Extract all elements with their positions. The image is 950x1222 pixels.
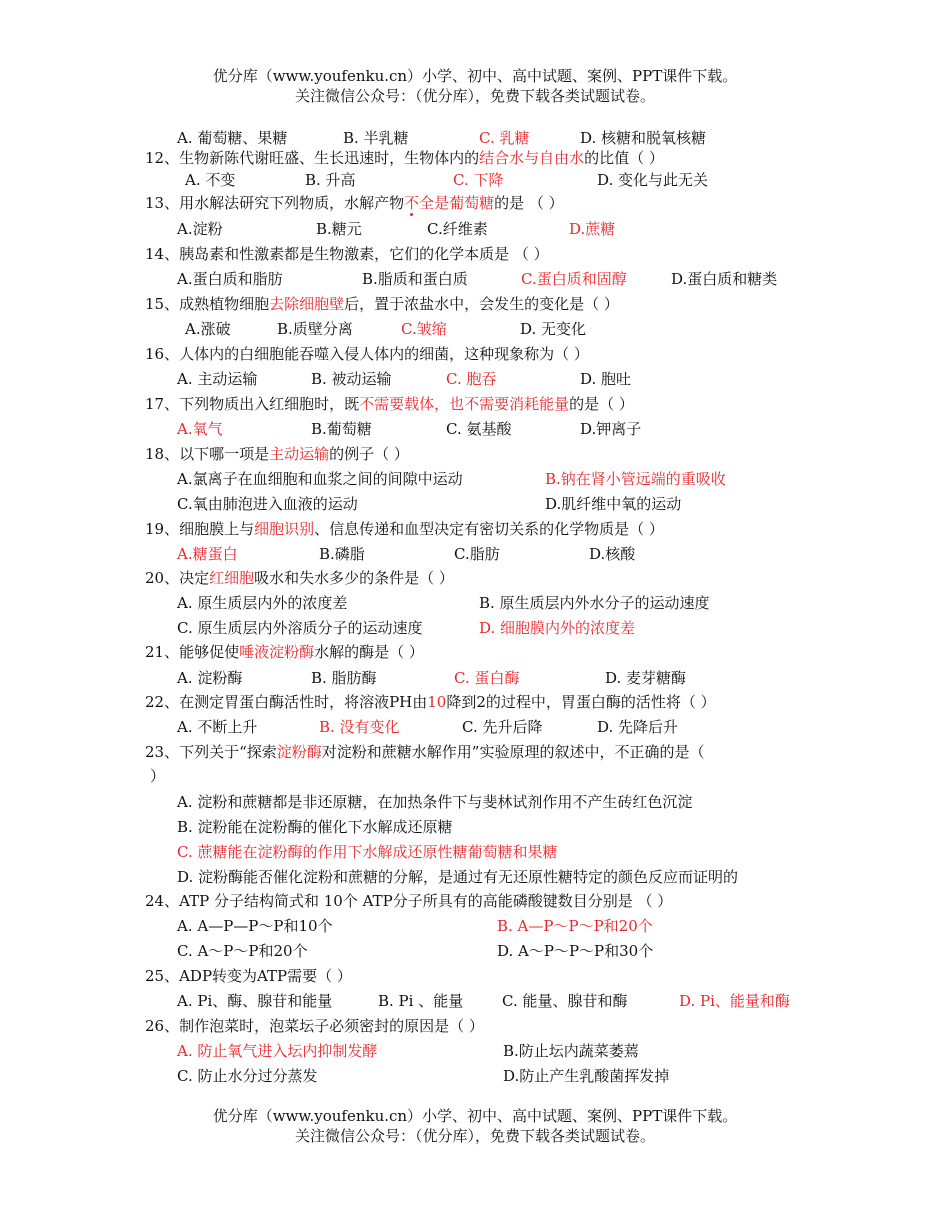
footer-line-2: 关注微信公众号：（优分库），免费下载各类试题试卷。: [294, 1127, 655, 1145]
q12-stem-post: 的比值（ ）: [584, 149, 664, 167]
q12-option-c: C. 下降: [453, 171, 504, 189]
q13-option-c: C.纤维素: [427, 220, 488, 238]
q16-option-c: C. 胞吞: [446, 370, 497, 388]
q22-option-d: D. 先降后升: [597, 718, 679, 736]
q15-option-d: D. 无变化: [520, 320, 587, 338]
q20-stem-pre: 20、决定: [145, 569, 210, 587]
q20-option-a: A. 原生质层内外的浓度差: [177, 594, 348, 612]
q23-stem-highlight: 淀粉酶: [276, 743, 322, 761]
q21-option-b: B. 脂肪酶: [311, 669, 377, 687]
q21-option-d: D. 麦芽糖酶: [605, 669, 687, 687]
q13-option-a: A.淀粉: [177, 220, 223, 238]
q26-option-d: D.防止产生乳酸菌挥发掉: [503, 1067, 670, 1085]
q22-stem-post: 降到2的过程中，胃蛋白酶的活性将（ ）: [446, 693, 716, 711]
q23-stem: [145, 741, 704, 763]
q23-stem-post: 对淀粉和蔗糖水解作用”实验原理的叙述中，不正确的是（: [321, 743, 705, 761]
q24-stem: 24、ATP 分子结构简式和 10个 ATP分子所具有的高能磷酸键数目分别是 （ ）: [145, 892, 673, 910]
q20-option-d: D. 细胞膜内外的浓度差: [479, 619, 636, 637]
q20-stem-post: 吸水和失水多少的条件是（ ）: [254, 569, 454, 587]
q24-option-c: C. A～P～P和20个: [177, 942, 308, 960]
q19-stem-highlight: 细胞识别: [254, 520, 315, 538]
q17-option-a: A.氧气: [177, 420, 223, 438]
q26-stem: 26、制作泡菜时，泡菜坛子必须密封的原因是（ ）: [145, 1017, 484, 1035]
q17-option-b: B.葡萄糖: [311, 420, 372, 438]
q25-option-a: A. Pi、酶、腺苷和能量: [177, 992, 333, 1010]
q19-option-b: B.磷脂: [319, 545, 365, 563]
q22-option-c: C. 先升后降: [462, 718, 543, 736]
q21-stem-highlight: 唾液淀粉酶: [239, 643, 315, 661]
q13-option-b: B.糖元: [316, 220, 362, 238]
q17-stem: [145, 393, 634, 415]
q18-option-a: A.氯离子在血细胞和血浆之间的间隙中运动: [177, 470, 463, 488]
q20-stem-highlight: 红细胞: [209, 569, 255, 587]
q21-stem-post: 水解的酶是（ ）: [314, 643, 424, 661]
q15-option-c: C.皱缩: [401, 320, 447, 338]
q17-option-c: C. 氨基酸: [446, 420, 512, 438]
q22-option-a: A. 不断上升: [177, 718, 258, 736]
q16-option-b: B. 被动运输: [311, 370, 392, 388]
q25-option-d: D. Pi、能量和酶: [679, 992, 790, 1010]
q12-stem-highlight: 结合水与自由水: [479, 149, 585, 167]
q12-stem-pre: 12、生物新陈代谢旺盛、生长迅速时，生物体内的: [145, 149, 480, 167]
q26-option-c: C. 防止水分过分蒸发: [177, 1067, 318, 1085]
q18-option-c: C.氧由肺泡进入血液的运动: [177, 495, 358, 513]
header-line-1: 优分库（www.youfenku.cn）小学、初中、高中试题、案例、PPT课件下载。: [212, 67, 738, 85]
q11-option-d: D. 核糖和脱氧核糖: [580, 129, 707, 147]
q14-option-d: D.蛋白质和糖类: [671, 270, 778, 288]
q13-stem: [145, 192, 564, 214]
q13-stem-post: 的是 （ ）: [494, 194, 564, 212]
q23-option-d: D. 淀粉酶能否催化淀粉和蔗糖的分解，是通过有无还原性糖特定的颜色反应而证明的: [177, 868, 739, 886]
q13-stem-pre: 13、用水解法研究下列物质，水解产物: [145, 194, 405, 212]
q11-option-b: B. 半乳糖: [343, 129, 409, 147]
q24-option-b: B. A—P～P～P和20个: [497, 917, 653, 935]
q20-stem: [145, 567, 454, 589]
q24-option-a: A. A—P—P～P和10个: [177, 917, 333, 935]
q13-stem-emphasis: 不: [404, 194, 420, 212]
q15-stem-pre: 15、成熟植物细胞: [145, 295, 270, 313]
q18-stem-pre: 18、以下哪一项是: [145, 445, 270, 463]
q14-option-c: C.蛋白质和固醇: [521, 270, 627, 288]
q25-stem: 25、ADP转变为ATP需要（ ）: [145, 967, 352, 985]
q22-option-b: B. 没有变化: [319, 718, 400, 736]
q16-option-a: A. 主动运输: [177, 370, 258, 388]
q12-option-a: A. 不变: [185, 171, 236, 189]
q12-option-b: B. 升高: [305, 171, 356, 189]
footer-line-1: 优分库（www.youfenku.cn）小学、初中、高中试题、案例、PPT课件下载。: [212, 1107, 738, 1125]
q18-option-d: D.肌纤维中氧的运动: [545, 495, 682, 513]
page-footer: [0, 1106, 950, 1146]
page-header: [0, 66, 950, 106]
q19-stem-post: 、信息传递和血型决定有密切关系的化学物质是（ ）: [314, 520, 664, 538]
q17-stem-pre: 17、下列物质出入红细胞时，既: [145, 395, 360, 413]
q23-stem-continuation: ）: [150, 767, 166, 785]
q18-stem: [145, 443, 409, 465]
q15-option-b: B.质壁分离: [277, 320, 353, 338]
q11-option-c: C. 乳糖: [479, 129, 530, 147]
q14-option-b: B.脂质和蛋白质: [362, 270, 468, 288]
q15-stem: [145, 293, 619, 315]
q23-option-b: B. 淀粉能在淀粉酶的催化下水解成还原糖: [177, 818, 453, 836]
q17-stem-post: 的是（ ）: [569, 395, 634, 413]
q14-option-a: A.蛋白质和脂肪: [177, 270, 283, 288]
q22-stem-highlight: 10: [427, 693, 447, 711]
q23-option-c: C. 蔗糖能在淀粉酶的作用下水解成还原性糖葡萄糖和果糖: [177, 843, 558, 861]
q15-stem-post: 后，置于浓盐水中，会发生的变化是（ ）: [344, 295, 619, 313]
q21-stem: [145, 641, 424, 663]
q26-option-b: B.防止坛内蔬菜萎蔫: [503, 1042, 639, 1060]
q21-option-c: C. 蛋白酶: [454, 669, 520, 687]
q18-stem-post: 的例子（ ）: [329, 445, 409, 463]
q19-option-a: A.糖蛋白: [177, 545, 238, 563]
q14-stem: 14、胰岛素和性激素都是生物激素，它们的化学本质是 （ ）: [145, 245, 549, 263]
q26-option-a: A. 防止氧气进入坛内抑制发酵: [177, 1042, 378, 1060]
q20-option-b: B. 原生质层内外水分子的运动速度: [479, 594, 710, 612]
q15-option-a: A.涨破: [185, 320, 231, 338]
q23-option-a: A. 淀粉和蔗糖都是非还原糖，在加热条件下与斐林试剂作用不产生砖红色沉淀: [177, 793, 693, 811]
q21-option-a: A. 淀粉酶: [177, 669, 243, 687]
q13-stem-highlight: 全是葡萄糖: [419, 194, 495, 212]
q12-option-d: D. 变化与此无关: [597, 171, 709, 189]
q18-option-b: B.钠在肾小管远端的重吸收: [545, 470, 726, 488]
q19-option-d: D.核酸: [589, 545, 636, 563]
header-line-2: 关注微信公众号：（优分库），免费下载各类试题试卷。: [294, 87, 655, 105]
q24-option-d: D. A～P～P～P和30个: [497, 942, 654, 960]
q25-option-c: C. 能量、腺苷和酶: [502, 992, 628, 1010]
q16-stem: 16、人体内的白细胞能吞噬入侵人体内的细菌，这种现象称为（ ）: [145, 345, 589, 363]
q13-option-d: D.蔗糖: [569, 220, 616, 238]
q11-option-a: A. 葡萄糖、果糖: [177, 129, 288, 147]
q23-stem-pre: 23、下列关于“探索: [145, 743, 277, 761]
q16-option-d: D. 胞吐: [580, 370, 632, 388]
q25-option-b: B. Pi 、能量: [378, 992, 464, 1010]
q20-option-c: C. 原生质层内外溶质分子的运动速度: [177, 619, 423, 637]
q17-option-d: D.钾离子: [580, 420, 642, 438]
q15-stem-highlight: 去除细胞壁: [269, 295, 345, 313]
q19-option-c: C.脂肪: [454, 545, 500, 563]
q19-stem-pre: 19、细胞膜上与: [145, 520, 255, 538]
q19-stem: [145, 518, 664, 540]
q21-stem-pre: 21、能够促使: [145, 643, 240, 661]
q12-stem: [145, 147, 664, 169]
q18-stem-highlight: 主动运输: [269, 445, 330, 463]
q22-stem-pre: 22、在测定胃蛋白酶活性时，将溶液PH由: [145, 693, 428, 711]
q22-stem: [145, 691, 716, 713]
q17-stem-highlight: 不需要载体，也不需要消耗能量: [359, 395, 570, 413]
